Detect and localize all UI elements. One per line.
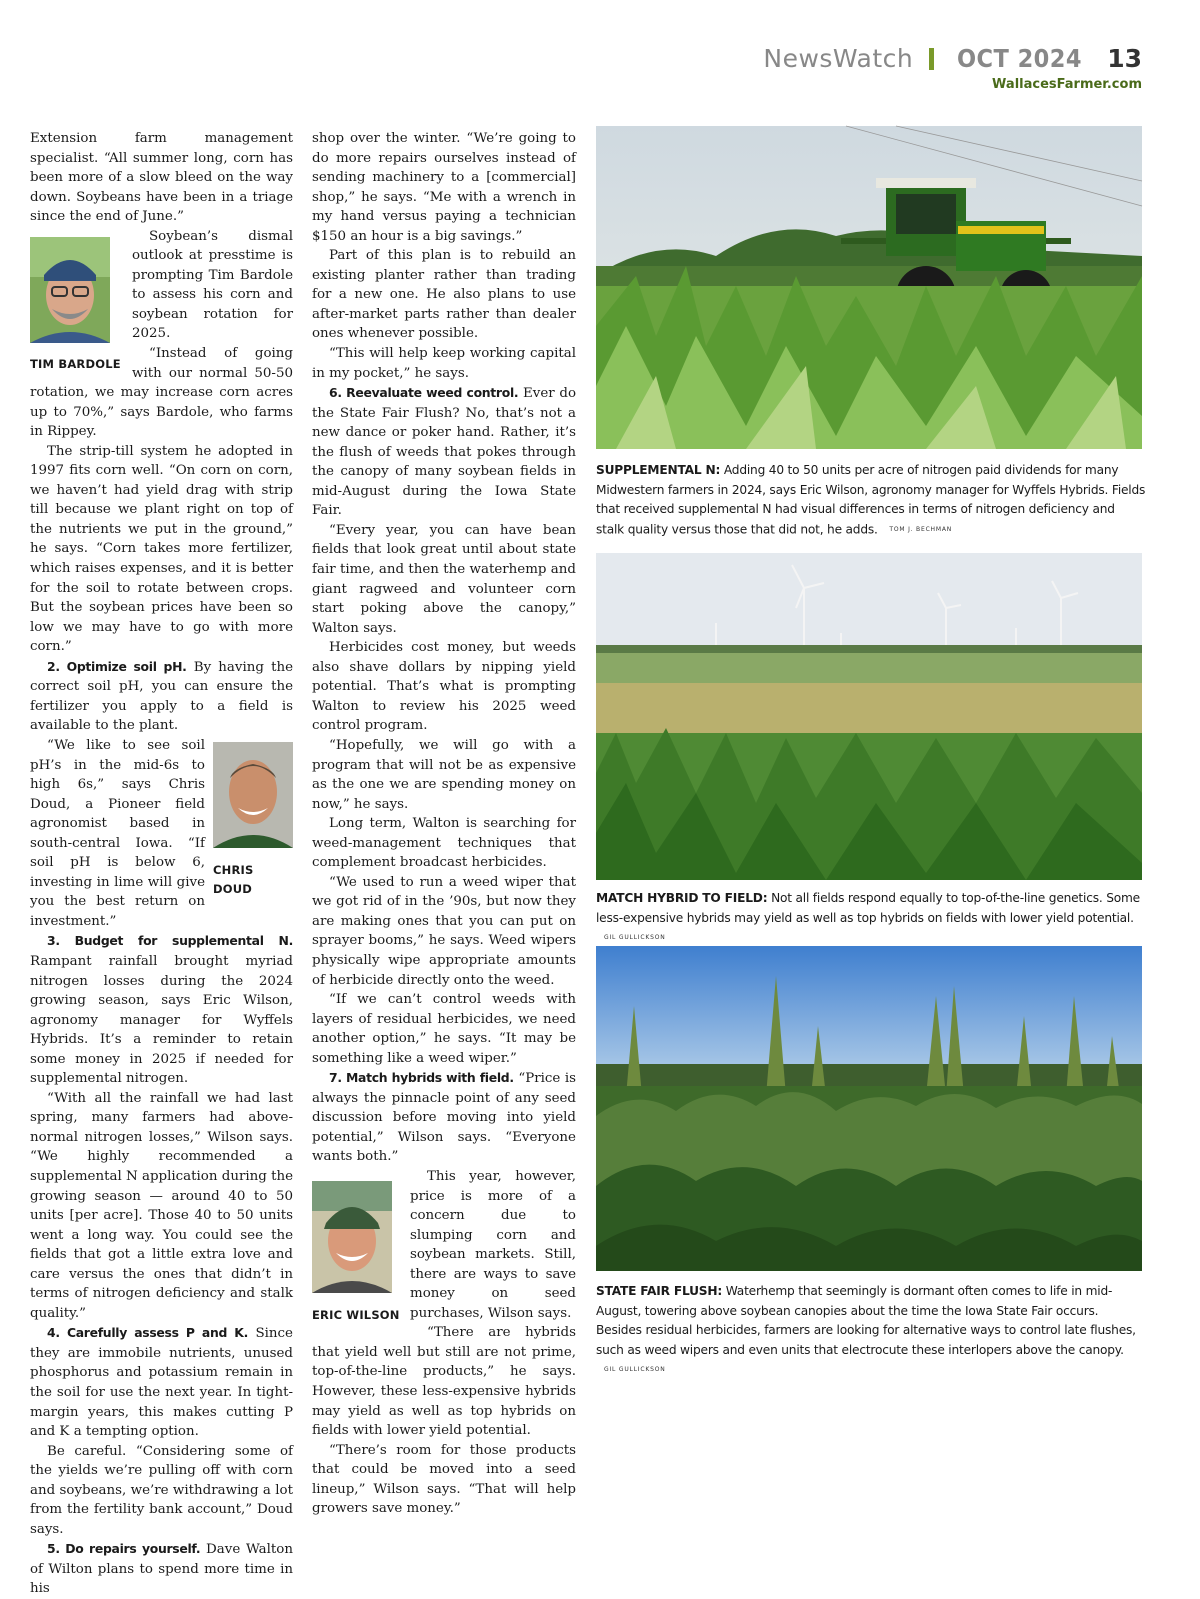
- subhead: 2. Optimize soil pH.: [47, 658, 187, 674]
- photo-credit: GIL GULLICKSON: [604, 934, 666, 942]
- paragraph: 3. Budget for supplemental N. Rampant rainfall brought myriad nitrogen losses during the 2024 growing season, says Eric Wilson, agronomy manager for Wyffels Hybrids. It’s a reminder to retain some money in 2025 if needed for supplemental nitrogen.: [30, 933, 293, 1087]
- page-number: 13: [1107, 44, 1142, 73]
- paragraph: shop over the winter. “We’re going to do more repairs ourselves instead of sending machinery to a [commercial] shop,” he says. “Me with a wrench in my hand versus paying a technician $150 an hour is a big savings.”: [312, 131, 576, 244]
- eric-wilson-photo: [312, 1181, 404, 1300]
- caption-text: Adding 40 to 50 units per acre of nitrogen paid dividends for many Midwestern farmers in 2024, says Eric Wilson, agronomy manager for Wyffels Hybrids. Fields that received supplemental N had visual differences in terms of nitrogen deficiency and stalk quality versus those that did not, he adds.: [596, 463, 1146, 537]
- caption-text: Not all fields respond equally to top-of-the-line genetics. Some less-expensive hybrids may yield as well as top hybrids on fields with lower yield potential.: [596, 891, 1140, 925]
- tim-bardole-photo: [30, 237, 126, 350]
- paragraph: Extension farm management specialist. “All summer long, corn has been more of a slow bleed on the way down. Soybeans have been in a triage since the end of June.”: [30, 131, 293, 225]
- photo-caption-2: [596, 889, 1146, 948]
- header-divider: [929, 48, 934, 70]
- mugshot-eric-wilson: [312, 1181, 404, 1325]
- subhead: 6. Reevaluate weed control.: [329, 385, 519, 401]
- paragraph: “Every year, you can have bean fields that look great until about state fair time, and then the waterhemp and giant ragweed and volunteer corn start poking above the canopy,” Walton says.: [312, 522, 576, 636]
- paragraph: 7. Match hybrids with field. “Price is always the pinnacle point of any seed discussion before moving into yield potential,” Wilson says. “Everyone wants both.”: [312, 1070, 577, 1165]
- paragraph: “This will help keep working capital in my pocket,” he says.: [312, 346, 576, 381]
- caption-title: MATCH HYBRID TO FIELD:: [596, 891, 768, 905]
- paragraph: Be careful. “Considering some of the yields we’re pulling off with corn and soybeans, we’re withdrawing a lot from the fertility bank account,” Doud says.: [30, 1443, 293, 1537]
- photo-sprayer-in-corn: [596, 126, 1142, 449]
- paragraph: “Hopefully, we will go with a program that will not be as expensive as the one we are spending money on now,” he says.: [312, 737, 576, 812]
- paragraph: “With all the rainfall we had last spring, many farmers had above-normal nitrogen losses,” Wilson says. “We highly recommended a supplemental N application during the growing season — around 40 to 50 units [per acre]. Those 40 to 50 units went a long way. You could see the fields that got a little extra love and care versus the ones that didn’t in terms of nitrogen deficiency and stalk quality.”: [30, 1090, 294, 1321]
- photo-waterhemp-soybeans: [596, 946, 1142, 1271]
- subhead: 7. Match hybrids with field.: [329, 1070, 514, 1086]
- paragraph: “There are hybrids that yield well but still are not prime, top-of-the-line products,” he says. However, these less-expensive hybrids may yield as well as top hybrids on fields with lower yield potential.: [312, 1325, 576, 1439]
- caption-title: STATE FAIR FLUSH:: [596, 1284, 723, 1298]
- photo-caption-3: [596, 1282, 1146, 1380]
- paragraph: Soybean’s dismal outlook at presstime is prompting Tim Bardole to assess his corn and soybean rotation for 2025.: [132, 228, 293, 342]
- paragraph: “There’s room for those products that could be moved into a seed lineup,” Wilson says. “That will help growers save money.”: [312, 1442, 576, 1517]
- mug-caption: TIM BARDOLE: [30, 357, 121, 372]
- paragraph: Herbicides cost money, but weeds also shave dollars by nipping yield potential. That’s what is prompting Walton to review his 2025 weed control program.: [312, 640, 576, 734]
- section-name: NewsWatch: [763, 44, 914, 73]
- subhead: 4. Carefully assess P and K.: [47, 1325, 248, 1341]
- paragraph: 2. Optimize soil pH. By having the correct soil pH, you can ensure the fertilizer you apply to a field is available to the plant.: [30, 658, 293, 734]
- caption-text: Waterhemp that seemingly is dormant often comes to life in mid-August, towering above soybean canopies about the time the Iowa State Fair occurs. Besides residual herbicides, farmers are looking for alternative ways to control late flushes, such as weed wipers and even units that electrocute these interlopers above the canopy.: [596, 1284, 1136, 1357]
- paragraph: 4. Carefully assess P and K. Since they are immobile nutrients, unused phosphorus and potassium remain in the soil for use the next year. In tight-margin years, this makes cutting P and K a tempting option.: [30, 1325, 293, 1440]
- photo-credit: GIL GULLICKSON: [604, 1366, 666, 1374]
- photo-corn-field: [596, 553, 1142, 880]
- paragraph: “Instead of going with our normal 50-50 rotation, we may increase corn acres up to 70%,” says Bardole, who farms in Rippey.: [30, 346, 293, 440]
- photo-caption-1: [596, 461, 1146, 540]
- paragraph: “If we can’t control weeds with layers of residual herbicides, we need another option,” he says. “It may be something like a weed wiper.”: [312, 992, 576, 1066]
- paragraph: The strip-till system he adopted in 1997 fits corn well. “On corn on corn, we haven’t had yield drag with strip till because we plant right on top of the nutrients we put in the ground,” he says. “Corn takes more fertilizer, which raises expenses, and it is better for the soil to rotate between crops. But the soybean prices have been so low we may have to go with more corn.”: [30, 443, 293, 655]
- page-header: [763, 44, 1142, 92]
- header-line: [763, 44, 1142, 73]
- paragraph: 5. Do repairs yourself. Dave Walton of Wilton plans to spend more time in his: [30, 1541, 293, 1597]
- article-column-1: [30, 129, 293, 1599]
- article-column-2: [312, 129, 576, 1519]
- site-url: WallacesFarmer.com: [992, 77, 1142, 92]
- issue-date: OCT 2024: [957, 44, 1083, 73]
- mug-caption: ERIC WILSON: [312, 1307, 400, 1322]
- paragraph: “We used to run a weed wiper that we got rid of in the ’90s, but now they are making ones that you can put on sprayer booms,” he says. Weed wipers physically wipe appropriate amounts of herbicide directly onto the weed.: [312, 874, 576, 988]
- mug-caption: CHRIS DOUD: [213, 862, 254, 897]
- paragraph: Part of this plan is to rebuild an existing planter rather than trading for a new one. He also plans to use after-market parts rather than dealer ones whenever possible.: [312, 248, 576, 342]
- mugshot-chris-doud: [213, 742, 293, 900]
- subhead: 5. Do repairs yourself.: [47, 1541, 201, 1557]
- photo-credit: TOM J. BECHMAN: [889, 525, 953, 533]
- paragraph: 6. Reevaluate weed control. Ever do the State Fair Flush? No, that’s not a new dance or poker hand. Rather, it’s the flush of weeds that pokes through the canopy of many soybean fields in mid-August during the Iowa State Fair.: [312, 385, 577, 519]
- subhead: 3. Budget for supplemental N.: [47, 933, 293, 949]
- paragraph: Long term, Walton is searching for weed-management techniques that complement broadcast herbicides.: [312, 816, 576, 871]
- paragraph: This year, however, price is more of a concern due to slumping corn and soybean markets. Still, there are ways to save money on seed purchases, Wilson says.: [410, 1168, 576, 1321]
- caption-title: SUPPLEMENTAL N:: [596, 463, 721, 477]
- chris-doud-photo: [213, 742, 293, 855]
- paragraph: “We like to see soil pH’s in the mid-6s to high 6s,” says Chris Doud, a Pioneer field agronomist based in south-central Iowa. “If soil pH is below 6, investing in lime will give you the best return on investment.”: [30, 737, 205, 929]
- mugshot-tim-bardole: [30, 237, 126, 375]
